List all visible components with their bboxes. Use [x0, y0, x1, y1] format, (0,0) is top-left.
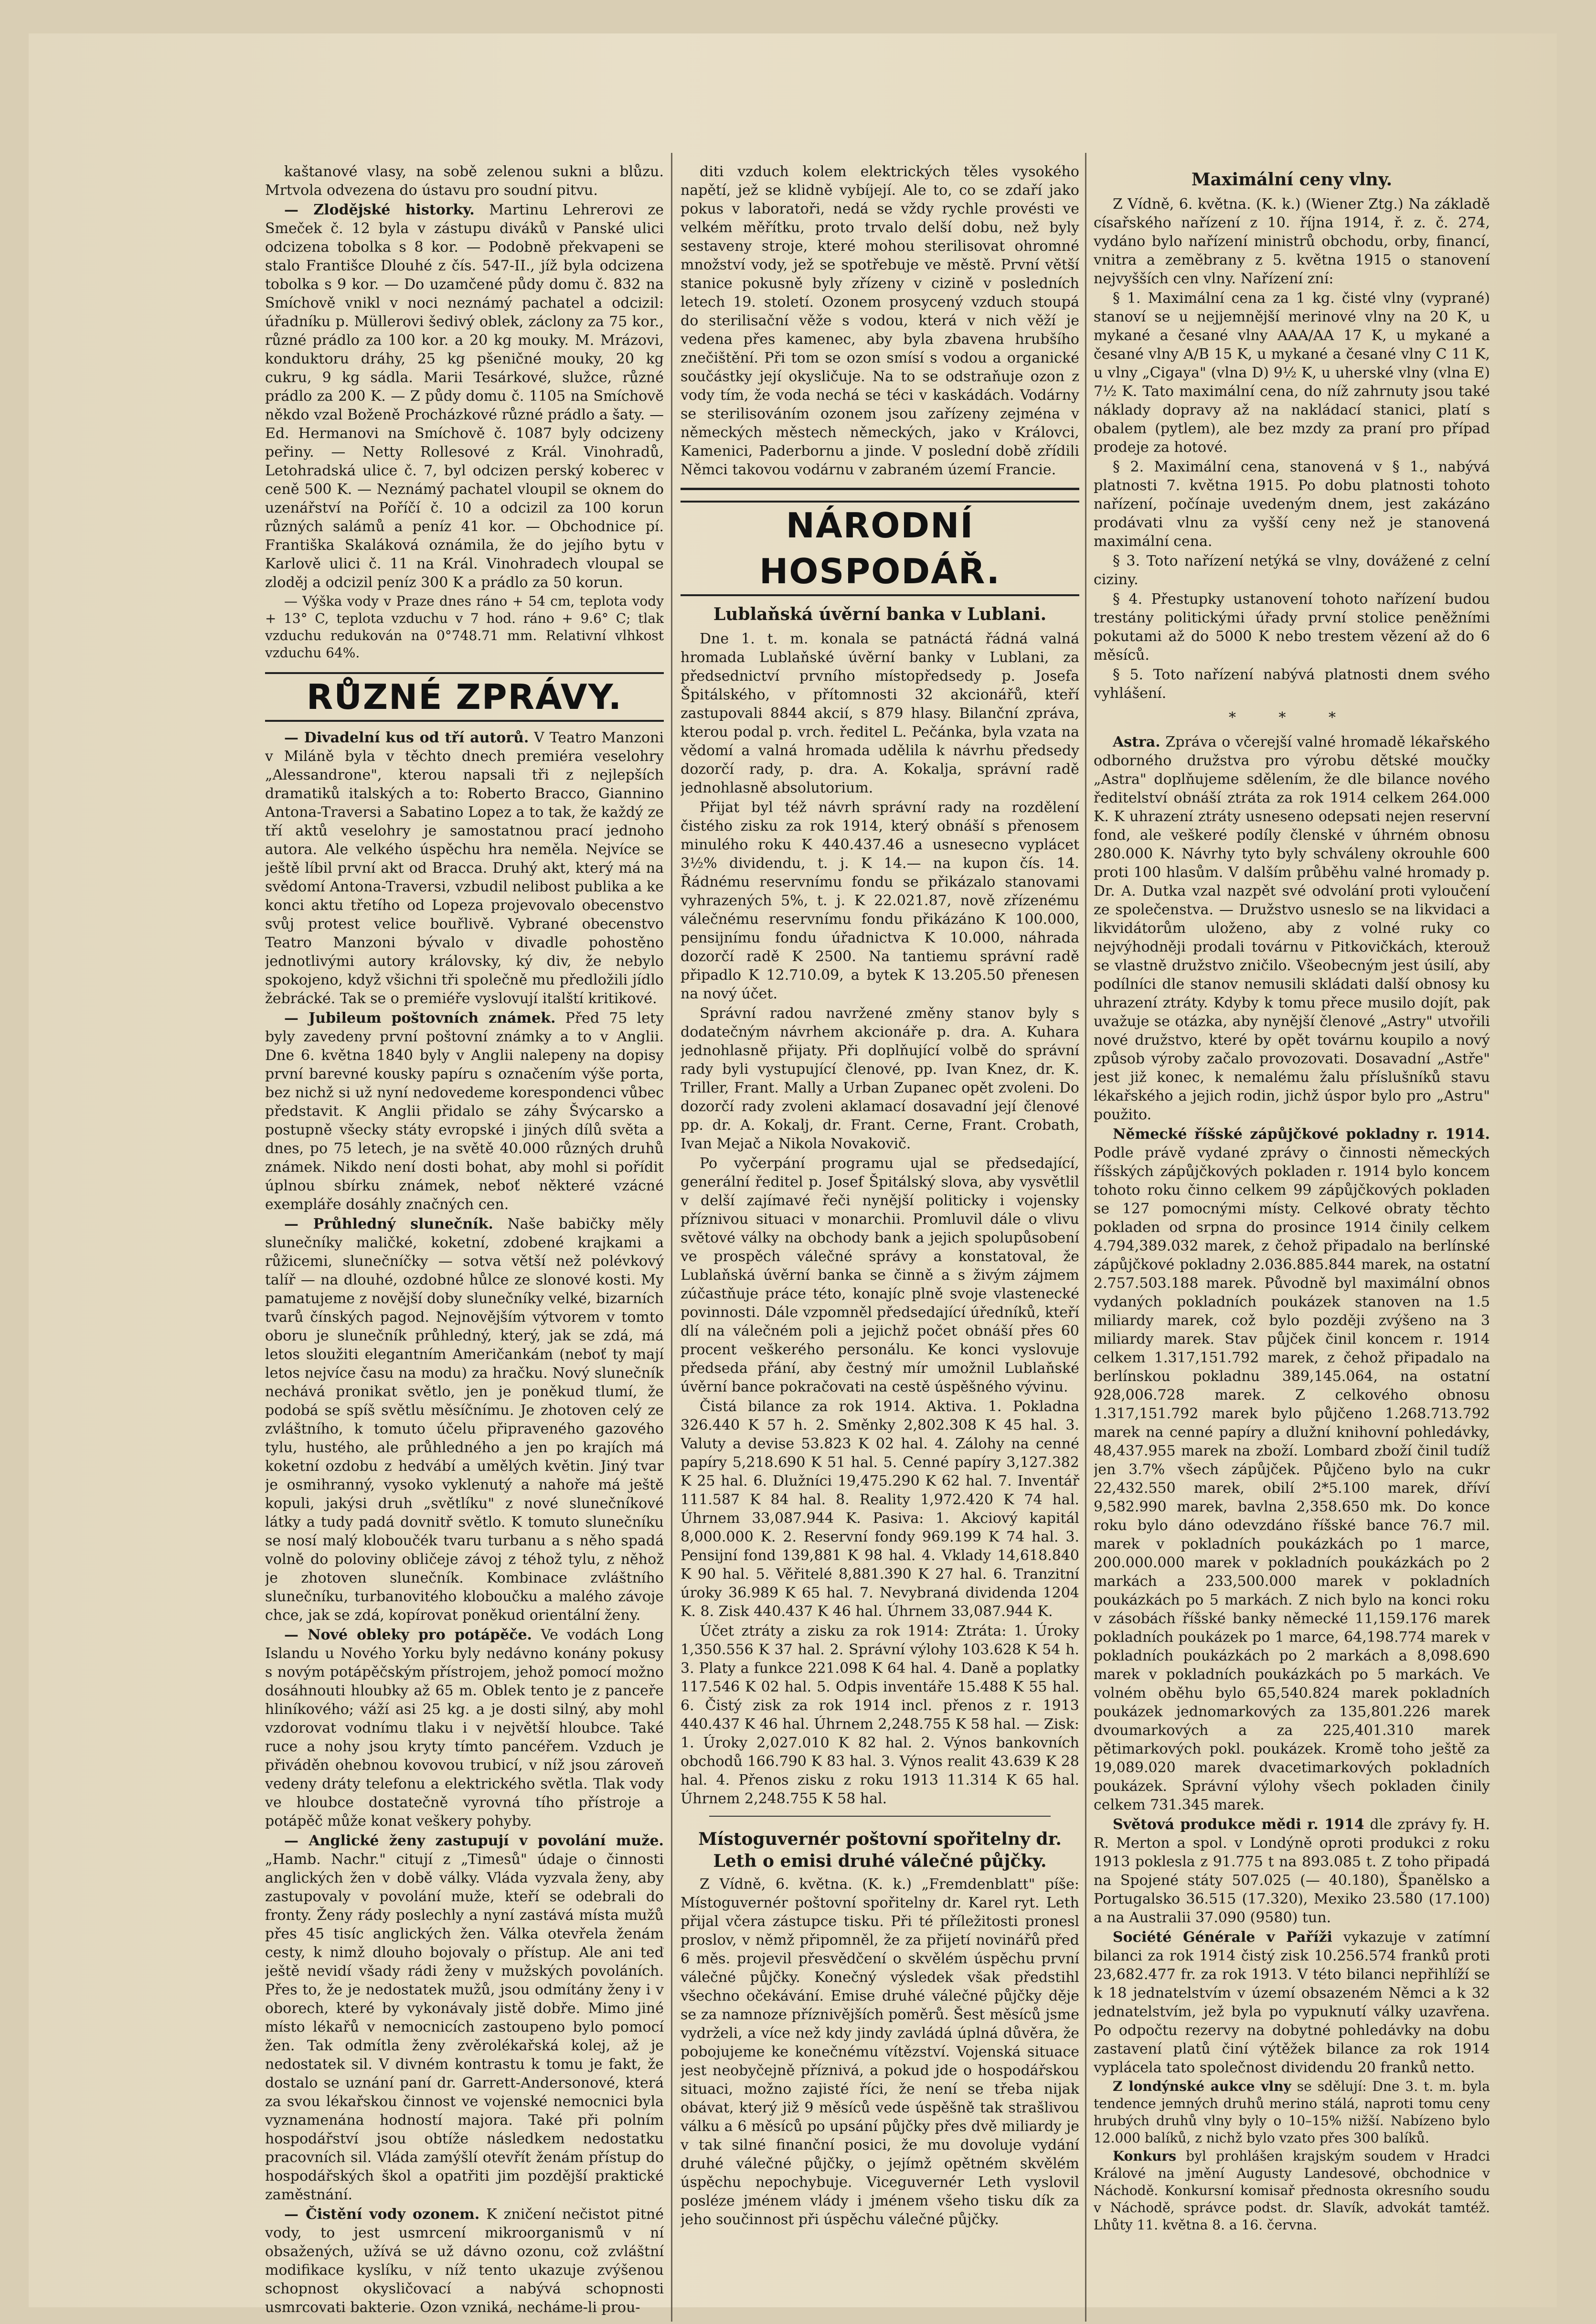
article-astra: [1094, 733, 1490, 1124]
balance-sheet: Čistá bilance za rok 1914. Aktiva. 1. Pokladna 326.440 K 57 h. 2. Směnky 2,802.308 K 45 hal. 3. Valuty a devise 53.823 K 02 hal. 4. Zálohy na cenné papíry 5,218.690 K 51 hal. 5. Cenné papíry 3,127.382 K 25 hal. 6. Dlužníci 19,475.290 K 62 hal. 7. Inventář 111.587 K 84 hal. 8. Reality 1,972.420 K 74 hal. Úhrnem 33,087.944 K. Pasiva: 1. Akciový kapitál 8,000.000 K. 2. Reservní fondy 969.199 K 74 hal. 3. Pensijní fond 139,881 K 98 hal. 4. Vklady 14,618.840 K 90 hal. 5. Věřitelé 8,881.390 K 27 hal. 6. Tranzitní úroky 36.989 K 65 hal. 7. Nevybraná dividenda 1204 K. 8. Zisk 440.437 K 46 hal. Úhrnem 33,087.944 K.: [681, 1398, 1079, 1620]
article-theatre: [265, 728, 664, 1008]
article-stamps: [265, 1009, 664, 1214]
article-paragraph: Správní radou navržené změny stanov byly s dodatečným návrhem akcionáře p. dra. A. Kuhara jednohlasně přijaty. Při doplňující volbě do správní rady byli vystupující členové, pp. Ivan Knez, dr. K. Triller, Frant. Mally a Urban Zupanec opět zvoleni. Do dozorčí rady zvoleni aklamací dosavadní její členové pp. dr. A. Kokalj, dr. Frant. Cerne, Frant. Crobath, Ivan Mejač a Nikola Novakovič.: [681, 1005, 1079, 1152]
article-body: V Teatro Manzoni v Miláně byla v těchto dnech premiéra veselohry „Alessandrone", kterou napsali tři z nejlepších dramatiků italských a to: Roberto Bracco, Giannino Antona-Traversi a Sabatino Lopez a to tak, že každý ze tří aktů veselohry je samostatnou prací jednoho autora. Ale velkého úspěchu hra neměla. Nejvíce se ještě líbil první akt od Bracca. Druhý akt, který má na svědomí Antona-Traversi, vzbudil nelibost publika a ke konci aktu třetího od Lopeza projevovalo obecenstvo svůj protest velice bouřlivě. Vybrané obecenstvo Teatro Manzoni bývalo v divadle pohostěno jednotlivými autory královsky, ký div, že nebylo spokojeno, když všichni tři společně mu předložili jídlo žebrácké. Tak se o premiéře vyslovují italští kritikové.: [265, 729, 664, 1007]
article-lead: — Divadelní kus od tří autorů.: [284, 729, 529, 746]
article-lead: — Čistění vody ozonem.: [284, 2206, 480, 2223]
column-rule-left: [671, 153, 672, 2322]
column-rule-right: [1085, 153, 1086, 2322]
column-right: [1094, 162, 1490, 2322]
article-body: dle zprávy fy. H. R. Merton a spol. v Londýně oproti produkci z roku 1913 poklesla z 91.775 t na 893.085 t. Z toho připadá na Spojené státy 507.025 (— 40.180), Španělsko a Portugalsko 36.515 (17.320), Mexiko 23.580 (17.100) a na Australii 37.090 (9580) tun.: [1094, 1816, 1490, 1926]
article-title-lublan-bank: Lublaňská úvěrní banka v Lublani.: [713, 604, 1047, 624]
article-lead: Konkurs: [1113, 2148, 1177, 2164]
article-ozone-continuation: diti vzduch kolem elektrických těles vysokého napětí, jež se klidně vybíjejí. Ale to, co se zdaří jako pokus v laboratoři, nedá se vždy rychle provésti ve velkém měřítku, proto trvalo delší dobu, než byly sestaveny stroje, které mohou sterilisovat ohromné množství vody, jež se spotřebuje ve městě. První větší stanice pokusně byly zřízeny v cizině v posledních letech 19. století. Ozonem prosycený vzduch stoupá do sterilisační věže s vodou, která v nich věží je vedena přes kamenec, aby byla zbavena hrubšího znečištění. Při tom se ozon smísí s vodou a organické součástky její okysličuje. Na to se odstraňuje ozon z vody tím, že voda nechá se téci v kaskádách. Vodárny se sterilisováním ozonem jsou zařízeny zejména v německých městech německých, jako v Královci, Kamenici, Paderbornu a jinde. V poslední době zřídili Němci takovou vodárnu v zabraném území Francie.: [681, 163, 1079, 478]
article-lead: — Průhledný slunečník.: [284, 1216, 493, 1232]
article-lead: Astra.: [1113, 734, 1160, 750]
section-heading-narodni-hospodar: NÁRODNÍ HOSPODÁŘ.: [681, 501, 1079, 596]
article-title-wool-prices: Maximální ceny vlny.: [1191, 170, 1393, 190]
asterism: * * *: [1228, 709, 1355, 726]
article-paragraph: Přijat byl též návrh správní rady na rozdělení čistého zisku za rok 1914, který obnáší s přenosem minulého roku K 440.437.46 a usnesecno vyplácet 3½% dividendu, t. j. K 14.— na kupon čís. 14. Řádnému reservnímu fondu se přikázalo stanovami vyhrazených 5%, t. j. K 22.021.87, nově zřízenému válečnému reservnímu fondu přikázáno K 100.000, pensijnímu fondu úřadnictva K 10.000, náhrada dozorčí radě K 2500. Na tantiemu správní radě připadlo K 12.710.09, a bytek K 13.205.50 přenesen na nový účet.: [681, 799, 1079, 1002]
article-lead: Německé říšské zápůjčkové pokladny r. 1914.: [1113, 1126, 1490, 1143]
article-lead: Société Générale v Paříži: [1113, 1929, 1332, 1946]
article-lead: — Nové obleky pro potápěče.: [284, 1627, 532, 1643]
article-lead: — Zlodějské historky.: [284, 202, 475, 218]
regulation-paragraph-4: § 4. Přestupky ustanovení tohoto nařízení budou trestány politickými úřady první stolice peněžními pokutami až do 5000 K nebo trestem vězení až do 6 měsíců.: [1094, 591, 1490, 664]
regulation-paragraph-3: § 3. Toto nařízení netýká se vlny, dovážené z celní ciziny.: [1094, 553, 1490, 588]
article-water-level: — Výška vody v Praze dnes ráno + 54 cm, teplota vody + 13° C, teplota vzduchu v 7 hod. ráno + 9.6° C; tlak vzduchu redukován na 0°748.71 mm. Relativní vlhkost vzduchu 64%.: [265, 593, 664, 661]
article-diving-suits: [265, 1626, 664, 1831]
regulation-paragraph-2: § 2. Maximální cena, stanovená v § 1., nabývá platnosti 7. května 1915. Po dobu platnosti tohoto nařízení, počínaje uvedeným dnem, jest zakázáno prodávati vlnu za vyšší ceny než je stanovená maximální cena.: [1094, 459, 1490, 550]
article-paragraph: Z Vídně, 6. května. (K. k.) (Wiener Ztg.) Na základě císařského nařízení z 10. října 1914, ř. z. č. 274, vydáno bylo nařízení ministrů obchodu, orby, financí, vnitra a zeměbrany z 5. května 1915 o stanovení nejvyšších cen vlny. Nařízení zní:: [1094, 196, 1490, 287]
article-lead: Světová produkce mědi r. 1914: [1113, 1816, 1364, 1833]
article-body: Ve vodách Long Islandu u Nového Yorku byly nedávno konány pokusy s novým potápěčským přístrojem, jehož pomocí možno dosáhnouti hloubky až 65 m. Oblek tento je z panceře hliníkového; váží asi 25 kg. a je dosti silný, aby mohl vzdorovat vodnímu tlaku i v největší hloubce. Také ruce a nohy jsou kryty tímto pancéřem. Vzduch je přiváděn ohebnou kovovou trubicí, v níž jsou zároveň vedeny dráty telefonu a elektrického světla. Tlak vody ve hloubce dostatečně vyrovná tího přístroje a potápěč může konat veškery pohyby.: [265, 1627, 664, 1830]
article-lead: — Jubileum poštovních známek.: [284, 1010, 556, 1027]
section-heading-ruzne-zpravy: RŮZNÉ ZPRÁVY.: [265, 672, 664, 722]
article-copper: [1094, 1815, 1490, 1927]
regulation-paragraph-5: § 5. Toto nařízení nabývá platnosti dnem svého vyhlášení.: [1094, 666, 1490, 702]
article-body: vykazuje v zatímní bilanci za rok 1914 čistý zisk 10.256.574 franků proti 23,682.477 fr. za rok 1913. V této bilanci nepřihlíží se k 18 jednatelstvím v území obsazeném Němci a k 32 jednatelstvím, jež byla po vypuknutí války uzavřena. Po odpočtu rezervy na dobytné pohledávky na dobu zastavení platů činí výtěžek bilance za rok 1914 vyplácela tato společnost dividendu 20 franků netto.: [1094, 1929, 1490, 2076]
article-lead: — Anglické ženy zastupují v povolání muže.: [284, 1832, 664, 1849]
article-body: Před 75 lety byly zavedeny první poštovní známky a to v Anglii. Dne 6. května 1840 byly v Anglii nalepeny na dopisy první barevné kousky papíru s označením výše porta, bez nichž si už nyní nedovedeme korespondenci vůbec představit. K Anglii přidalo se záhy Švýcarsko a postupně všecky státy evropské i jiných dílů světa a dnes, po 75 letech, je na světě 40.000 různých druhů známek. Nikdo není dosti bohat, aby mohl si pořídit úplnou sbírku známek, neboť některé vzácné exempláře dosáhly značných cen.: [265, 1010, 664, 1213]
article-body: byl prohlášen krajským soudem v Hradci Králové na jmění Augusty Landesové, obchodnice v Náchodě. Konkursní komisař přednosta okresního soudu v Náchodě, správce podst. dr. Slavík, advokát tamtéž. Lhůty 11. května 8. a 16. června.: [1094, 2148, 1490, 2233]
article-separator: [709, 1816, 1051, 1817]
article-ozone: [265, 2205, 664, 2317]
article-body: Podle právě vydané zprávy o činnosti německých říšských zápůjčkových pokladen r. 1914 bylo koncem tohoto roku činno celkem 99 zápůjčkových pokladen se 127 pomocnými místy. Celkové obraty těchto pokladen od srpna do prosince 1914 činily celkem 4.794,389.032 marek, z čehož připadalo na berlínské zápůjčkové pokladny 2.036.885.844 marek, na ostatní 2.757.503.188 marek. Původně byl maximální obnos vydaných pokladních poukázek stanoven na 1.5 miliardy marek, což bylo později zvýšeno na 3 miliardy marek. Stav půjček činil koncem r. 1914 celkem 1.317,151.792 marek, z čehož připadalo na berlínskou pokladnu 389,145.064, na ostatní 928,006.728 marek. Z celkového obnosu 1.317,151.792 marek bylo půjčeno 1.268.713.792 marek na cenné papíry a dlužní knihovní pohledávky, 48,437.955 marek na zboží. Lombard zboží činil tudíž jen 3.7% všech zápůjček. Půjčeno bylo na cukr 22,432.550 marek, obilí 2*5.100 marek, dříví 9,582.990 marek, bavlna 2,358.650 mk. Do konce roku bylo dáno odevzdáno říšské bance 76.7 mil. marek v pokladních poukázkách po 1 marce, 200.000.000 marek v pokladních poukázkách po 2 markách a 233,500.000 marek v pokladních poukázkách po 5 markách. Z nich bylo na konci roku v zásobách říšské banky německé 11,159.176 marek pokladních poukázek po 1 marce, 64,198.774 marek v pokladních poukázkách po 2 markách a 8,098.690 marek v pokladních poukázkách po 5 markách. Ve volném oběhu bylo 65,540.824 marek pokladních poukázek jednomarkových za 135,801.226 marek dvoumarkových a za 225,401.310 marek pětimarkových pokl. poukázek. Kromě toho ještě za 19,089.020 marek dvacetimarkových pokladních poukázek. Správní výlohy všech pokladen činily celkem 731.345 marek.: [1094, 1145, 1490, 1813]
article-body: K zničení nečistot pitné vody, to jest usmrcení mikroorganismů v ní obsažených, užívá se už dávno ozonu, což zvláštní modifikace kyslíku, v níž tento ukazuje zvýšenou schopnost okysličovací a nabývá schopnosti usmrcovati bakterie. Ozon vzniká, necháme-li prou-: [265, 2206, 664, 2316]
article-body: se sdělují: Dne 3. t. m. byla tendence jemných druhů merino stálá, naproti tomu ceny hrubých druhů vlny byly o 10–15% nižší. Nabízeno bylo 12.000 balíků, z nichž bylo vzato přes 300 balíků.: [1094, 2078, 1490, 2146]
newspaper-page: [29, 33, 1557, 2316]
article-bankruptcy: [1094, 2148, 1490, 2234]
article-body: „Hamb. Nachr." citují z „Timesů" údaje o činnosti anglických žen v době války. Vláda vyzvala ženy, aby zastupovaly v povolání muže, kteří se odebrali do fronty. Ženy rády poslechly a nyní zastává místa mužů přes 45 tisíc anglických žen. Válka otevřela ženám cesty, k nimž dlouho bojovaly o přístup. Ale ani teď ještě nevidí všady rádi ženy v mužských povoláních. Přes to, že je nedostatek mužů, jsou odmítány ženy i v oborech, které by vykonávaly jistě dobře. Mimo jiné místo lékařů v nemocnicích zastoupeno bylo pomocí žen. Tak odmítla ženy zvěrolékařská kolej, až je nedostatek sil. V divném kontrastu k tomu je fakt, že dostalo se uznání paní dr. Garrett-Andersonové, která za svou lékařskou činnost ve vojenské nemocnici byla vyznamenána hodností majora. Také při polním hospodářství jsou obtíže následkem nedostatku pracovních sil. Vláda zamýšlí otevřít ženám přístup do hospodářských škol a opatřiti jim pozdější praktické zaměstnání.: [265, 1851, 664, 2203]
article-thefts: [265, 201, 664, 592]
article-body: Naše babičky měly slunečníky maličké, koketní, zdobené krajkami a růžicemi, slunečníčky — sotva větší než polévkový talíř — na dlouhé, ozdobné hůlce ze slonové kosti. My pamatujeme z novější doby slunečníky velké, bizarních tvarů čínských pagod. Nejnovějším výtvorem v tomto oboru je slunečník průhledný, který, jak se zdá, má letos sloužiti elegantním Američankám (neboť ty mají letos nejvíce času na modu) za hračku. Nový slunečník nechává pronikat světlo, jen je poněkud tlumí, že podobá se spíš světlu měsíčnímu. Je zhotoven celý ze zvláštního, k tomuto účelu připraveného gazového tylu, hustého, ale průhledného a jen po krajích má koketní ozdobu z hedvábí a umělých květin. Jiný tvar je osmihranný, vysoko vyklenutý a nahoře má ještě kopuli, jakýsi druh „světlíku" z nové slunečníkové látky a tudy padá dovnitř světlo. K tomuto slunečníku se nosí malý kloboučék tvaru turbanu a s něho spadá volně do poloviny obličeje závoj z téhož tylu, z něhož je zhotoven slunečník. Kombinace zvláštního slunečníku, turbanovitého kloboučku a malého závoje chce, jak se zdá, kopírovat poněkud orientální ženy.: [265, 1216, 664, 1624]
article-title-leth: Místoguvernér poštovní spořitelny dr. Leth o emisi druhé válečné půjčky.: [698, 1829, 1062, 1871]
article-loan-offices: [1094, 1125, 1490, 1814]
column-middle: [681, 162, 1079, 2322]
article-english-women: [265, 1831, 664, 2204]
section-divider: [681, 488, 1079, 490]
article-body: Martinu Lehrerovi ze Smeček č. 12 byla v zástupu diváků v Panské ulici odcizena tobolka s 8 kor. — Podobně překvapeni se stalo Františce Dlouhé z čís. 547-II., jíž byla odcizena tobolka s 9 kor. — Do uzamčené půdy domu č. 832 na Smíchově vnikl v noci neznámý pachatel a odcizil: úřadníku p. Müllerovi šedivý oblek, záclony za 75 kor., různé prádlo za 100 kor. a 20 kg mouky. M. Mrázovi, konduktoru dráhy, 25 kg pšeničné mouky, 20 kg cukru, 9 kg sádla. Marii Tesárkové, služce, různé prádlo za 200 K. — Z půdy domu č. 1105 na Smíchově někdo vzal Boženě Procházkové různé prádlo a šaty. — Ed. Hermanovi na Smíchově č. 1087 byly odcizeny peřiny. — Netty Rollesové z Král. Vinohradů, Letohradská ulice č. 7, byl odcizen perský koberec v ceně 500 K. — Neznámý pachatel vloupil se oknem do uzenářství na Poříčí č. 10 a odcizil za 100 korun různých salámů a peníz 41 kor. — Obchodnice pí. Františka Skaláková oznámila, že do jejího bytu v Karlově ulici č. 11 na Král. Vinohradech vloupal se zloděj a odcizil peníz 300 K a prádlo za 50 korun.: [265, 202, 664, 591]
article-societe-generale: [1094, 1928, 1490, 2077]
column-left: [265, 162, 664, 2322]
regulation-paragraph-1: § 1. Maximální cena za 1 kg. čisté vlny (vyprané) stanoví se u nejjemnější merinové vlny na 20 K, u mykané a česané vlny AAA/AA 17 K, u mykané a česané vlny A/B 15 K, u mykané a česané vlny C 11 K, u vlny „Cigaya" (vlna D) 9½ K, u uherské vlny (vlna E) 7½ K. Tato maximální cena, do níž zahrnuty jsou také náklady dopravy až na nakládací stanici, platí s obalem (pytlem), ale bez mzdy za praní pro případ prodeje za hotové.: [1094, 290, 1490, 456]
profit-loss-account: Účet ztráty a zisku za rok 1914: Ztráta: 1. Úroky 1,350.556 K 37 hal. 2. Správní výlohy 103.628 K 54 h. 3. Platy a funkce 221.098 K 64 hal. 4. Daně a poplatky 117.546 K 02 hal. 5. Odpis inventáře 15.488 K 55 hal. 6. Čistý zisk za rok 1914 incl. přenos z r. 1913 440.437 K 46 hal. Úhrnem 2,248.755 K 58 hal. — Zisk: 1. Úroky 2,027.010 K 82 hal. 2. Výnos bankovních obchodů 166.790 K 83 hal. 3. Výnos realit 43.639 K 28 hal. 4. Přenos zisku z roku 1913 11.314 K 65 hal. Úhrnem 2,248.755 K 58 hal.: [681, 1623, 1079, 1807]
article-wool-auction: [1094, 2078, 1490, 2147]
article-paragraph: Dne 1. t. m. konala se patnáctá řádná valná hromada Lublaňské úvěrní banky v Lublani, za předsednictví prvního místopředsedy p. Josefa Špitálského, v přítomnosti 32 akcionářů, kteří zastupovali 8844 akcií, s 879 hlasy. Bilanční zpráva, kterou podal p. vrch. ředitel L. Pečánka, byla vzata na vědomí a valná hromada udělila k návrhu předsedy dozorčí rady, p. dra. A. Kokalja, správní radě jednohlasně absolutorium.: [681, 631, 1079, 796]
article-paragraph: Po vyčerpání programu ujal se předsedající, generální ředitel p. Josef Špitálský slova, aby vysvětlil v delší zajímavé řeči nynější politicky i vojensky příznivou situaci v monarchii. Promluvil dále o vlivu světové války na obchody bank a jejich spolupůsobení ve prospěch válečné správy a konstatoval, že Lublaňská úvěrní banka se činně a s živým zájmem zúčastňuje práce této, konajíc plně svoje vlastenecké povinnosti. Dále vzpomněl předsedající úředníků, kteří dlí na válečném poli a jejichž počet obnáší přes 60 procent veškerého personálu. Ke konci vyslovuje předseda přání, aby čestný mír umožnil Lublaňské úvěrní bance pokračovati na cestě úspěšného vývinu.: [681, 1155, 1079, 1395]
article-lead: Z londýnské aukce vlny: [1113, 2078, 1291, 2094]
article-body: Zpráva o včerejší valné hromadě lékařského odborného družstva pro výrobu dětské moučky „Astra" doplňujeme sdělením, že dle bilance nového ředitelství obnáší ztráta za rok 1914 celkem 264.000 K. K uhrazení ztráty usneseno odepsati nejen reservní fond, ale veškeré podíly členské v úhrném obnosu 280.000 K. Návrhy tyto byly schváleny okrouhle 600 proti 100 hlasům. V dalším průběhu valné hromady p. Dr. A. Dutka vzal nazpět své odvolání proti vyloučení ze společenstva. — Družstvo usneslo se na likvidaci a likvidátorům uloženo, aby z volné ruky co nejvýhodněji prodali továrnu v Pitkovičkách, kterouž se vlastně družstvo zničilo. Všeobecným jest úsilí, aby podílníci dle stanov nemusili skládati další obnosy ku uhrazení ztráty. Kdyby k tomu přece musilo dojít, pak uvažuje se otázka, aby nynější členové „Astry" utvořili nové družstvo, které by opět továrnu koupilo a nový způsob výroby začalo provozovati. Dosavadní „Astře" jest již konec, k nemalému žalu příslušníků stavu lékařského a jejich rodin, jichž úspor bylo pro „Astru" použito.: [1094, 734, 1490, 1123]
article-continuation: kaštanové vlasy, na sobě zelenou sukni a blůzu. Mrtvola odvezena do ústavu pro soudní pitvu.: [265, 163, 664, 199]
article-parasol: [265, 1215, 664, 1625]
article-paragraph: Z Vídně, 6. května. (K. k.) „Fremdenblatt" píše: Místoguvernér poštovní spořitelny dr. Karel ryt. Leth přijal včera zástupce tisku. Při té příležitosti pronesl proslov, v němž připomněl, že za přijetí novinářů před 6 měs. projevil přesvědčení o skvělém úspěchu první válečné půjčky. Konečný výsledek však předstihl všechno očekávání. Emise druhé válečné půjčky děje se za namnoze příznivějších poměrů. Šest měsíců jsme vydrželi, a více než kdy jindy zavládá úplná důvěra, že pobojujeme ke konečnému vítězství. Vojenská situace jest neobyčejně příznivá, a pokud jde o hospodářskou situaci, možno zajisté říci, že není se třeba nijak obávat, který již 9 měsíců vede úspěšně tak strašlivou válku a 6 měsíců po upsání půjčky přes dvě miliardy je v tak silné finanční posici, že mu dovoluje vydání druhé válečné půjčky, o jejímž opětném skvělém úspěchu nepochybuje. Viceguvernér Leth vyslovil posléze jménem vlády i jménem všeho tisku dík za jeho součinnost při úspěchu válečné půjčky.: [681, 1876, 1079, 2228]
